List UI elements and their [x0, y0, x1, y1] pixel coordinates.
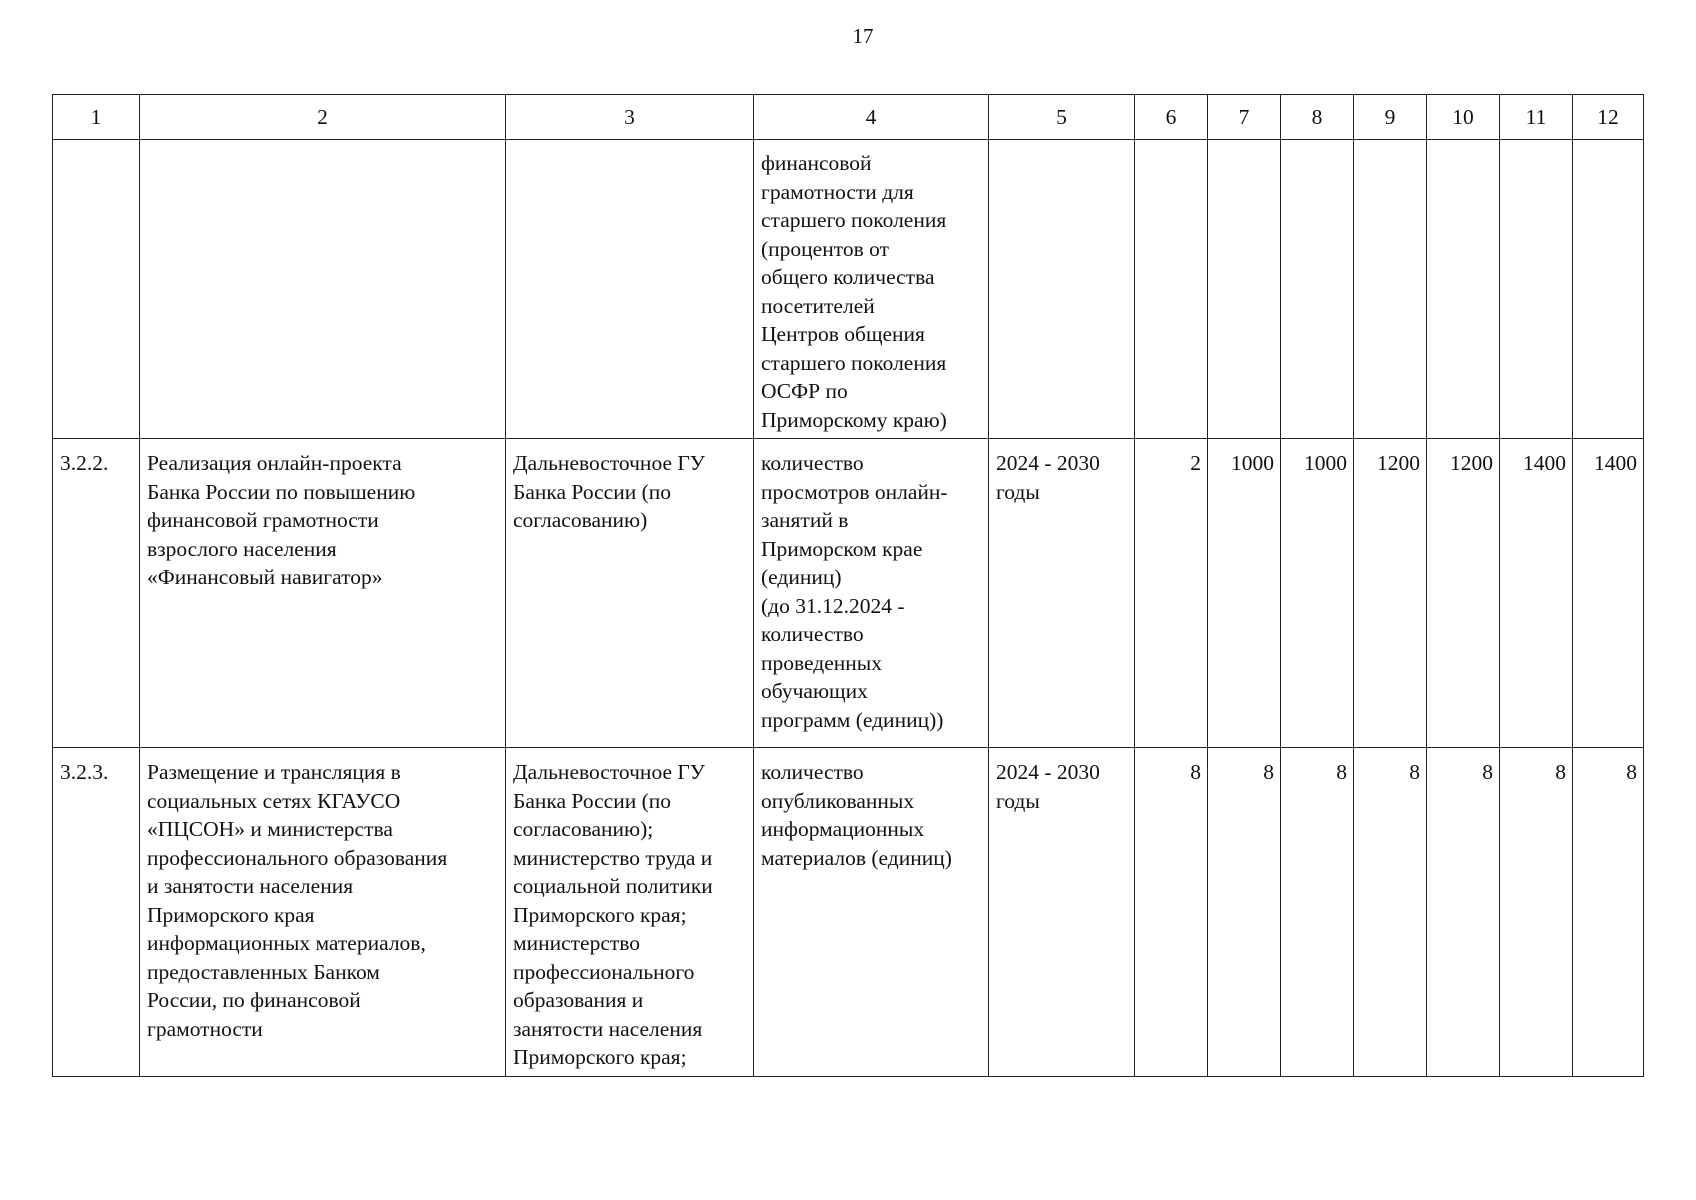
- program-table: [52, 94, 1644, 1077]
- text-line: проведенных: [761, 650, 882, 675]
- text-line: финансовой: [761, 151, 872, 175]
- text-line: Банка России (по: [513, 479, 672, 504]
- text-line: согласованию);: [513, 817, 654, 841]
- text-line: годы: [996, 479, 1040, 504]
- cell-indicator: [754, 439, 989, 748]
- table-row-continuation: [53, 140, 1644, 439]
- text-line: профессионального образования: [147, 845, 448, 870]
- cell-event: [140, 140, 506, 439]
- text-line: старшего поколения: [761, 350, 947, 375]
- header-cell: 5: [989, 95, 1135, 140]
- cell-value: [1281, 140, 1354, 439]
- text-line: взрослого населения: [147, 536, 337, 561]
- text-line: профессионального: [513, 959, 695, 984]
- cell-executor: [506, 748, 754, 1077]
- text-line: старшего поколения: [761, 208, 947, 232]
- text-line: России, по финансовой: [147, 988, 361, 1012]
- cell-executor: [506, 140, 754, 439]
- cell-value: 8: [1281, 748, 1354, 1077]
- cell-value: 8: [1135, 748, 1208, 1077]
- text-line: 2024 - 2030: [996, 760, 1100, 784]
- text-line: финансовой грамотности: [147, 508, 379, 532]
- cell-value: 2: [1135, 439, 1208, 748]
- text-line: общего количества: [761, 265, 935, 289]
- cell-value: [1500, 140, 1573, 439]
- text-line: Приморского края;: [513, 902, 687, 927]
- header-cell: 3: [506, 95, 754, 140]
- cell-id: 3.2.3.: [53, 748, 140, 1077]
- cell-period: [989, 140, 1135, 439]
- text-line: информационных: [761, 817, 925, 841]
- text-line: годы: [996, 788, 1040, 813]
- text-line: предоставленных Банком: [147, 959, 380, 984]
- header-cell: 7: [1208, 95, 1281, 140]
- header-cell: 10: [1427, 95, 1500, 140]
- cell-event: [140, 748, 506, 1077]
- header-cell: 2: [140, 95, 506, 140]
- cell-value: 8: [1427, 748, 1500, 1077]
- cell-value: [1573, 140, 1644, 439]
- text-line: обучающих: [761, 679, 868, 703]
- text-line: Приморского края;: [513, 1045, 687, 1069]
- header-cell: 8: [1281, 95, 1354, 140]
- header-cell: 12: [1573, 95, 1644, 140]
- cell-value: 1400: [1500, 439, 1573, 748]
- text-line: 2024 - 2030: [996, 451, 1100, 475]
- text-line: «ПЦСОН» и министерства: [147, 817, 393, 841]
- text-line: ОСФР по: [761, 379, 848, 403]
- text-line: грамотности: [147, 1016, 263, 1041]
- header-cell: 11: [1500, 95, 1573, 140]
- text-line: (единиц): [761, 565, 842, 589]
- cell-value: 1200: [1427, 439, 1500, 748]
- text-line: Приморскому краю): [761, 407, 947, 432]
- cell-value: [1135, 140, 1208, 439]
- cell-id: 3.2.2.: [53, 439, 140, 748]
- header-cell: 6: [1135, 95, 1208, 140]
- cell-value: 1400: [1573, 439, 1644, 748]
- cell-indicator: [754, 748, 989, 1077]
- cell-value: 8: [1208, 748, 1281, 1077]
- text-line: социальной политики: [513, 874, 713, 898]
- cell-value: [1427, 140, 1500, 439]
- text-line: (до 31.12.2024 -: [761, 593, 905, 618]
- cell-indicator: [754, 140, 989, 439]
- text-line: (процентов от: [761, 236, 889, 261]
- text-line: занятости населения: [513, 1016, 703, 1041]
- cell-executor: [506, 439, 754, 748]
- table-row: [53, 748, 1644, 1077]
- text-line: образования и: [513, 988, 644, 1012]
- text-line: министерство труда и: [513, 845, 713, 870]
- cell-value: 8: [1354, 748, 1427, 1077]
- text-line: Банка России по повышению: [147, 479, 416, 504]
- text-line: Дальневосточное ГУ: [513, 760, 706, 784]
- cell-value: 8: [1573, 748, 1644, 1077]
- text-line: занятий в: [761, 508, 849, 532]
- text-line: Приморского края: [147, 902, 315, 927]
- text-line: социальных сетях КГАУСО: [147, 788, 401, 813]
- cell-value: [1354, 140, 1427, 439]
- text-line: информационных материалов,: [147, 931, 426, 955]
- cell-event: [140, 439, 506, 748]
- text-line: программ (единиц)): [761, 707, 944, 732]
- header-cell: 9: [1354, 95, 1427, 140]
- text-line: просмотров онлайн-: [761, 479, 948, 504]
- cell-id: [53, 140, 140, 439]
- cell-value: 8: [1500, 748, 1573, 1077]
- text-line: Приморском крае: [761, 536, 923, 561]
- table-row: [53, 439, 1644, 748]
- text-line: Реализация онлайн-проекта: [147, 451, 402, 475]
- text-line: количество: [761, 760, 864, 784]
- text-line: «Финансовый навигатор»: [147, 565, 383, 589]
- header-cell: 4: [754, 95, 989, 140]
- cell-period: [989, 748, 1135, 1077]
- text-line: посетителей: [761, 293, 875, 318]
- text-line: и занятости населения: [147, 874, 354, 898]
- cell-value: 1000: [1208, 439, 1281, 748]
- text-line: количество: [761, 622, 864, 646]
- header-cell: 1: [53, 95, 140, 140]
- header-row: [53, 95, 1644, 140]
- cell-period: [989, 439, 1135, 748]
- cell-value: 1000: [1281, 439, 1354, 748]
- text-line: опубликованных: [761, 788, 915, 813]
- cell-value: [1208, 140, 1281, 439]
- text-line: количество: [761, 451, 864, 475]
- text-line: материалов (единиц): [761, 845, 952, 870]
- text-line: согласованию): [513, 508, 648, 532]
- cell-value: 1200: [1354, 439, 1427, 748]
- text-line: Банка России (по: [513, 788, 672, 813]
- text-line: министерство: [513, 931, 641, 955]
- text-line: Дальневосточное ГУ: [513, 451, 706, 475]
- text-line: грамотности для: [761, 179, 914, 204]
- page-number: 17: [852, 24, 874, 48]
- text-line: Центров общения: [761, 322, 925, 346]
- text-line: Размещение и трансляция в: [147, 760, 401, 784]
